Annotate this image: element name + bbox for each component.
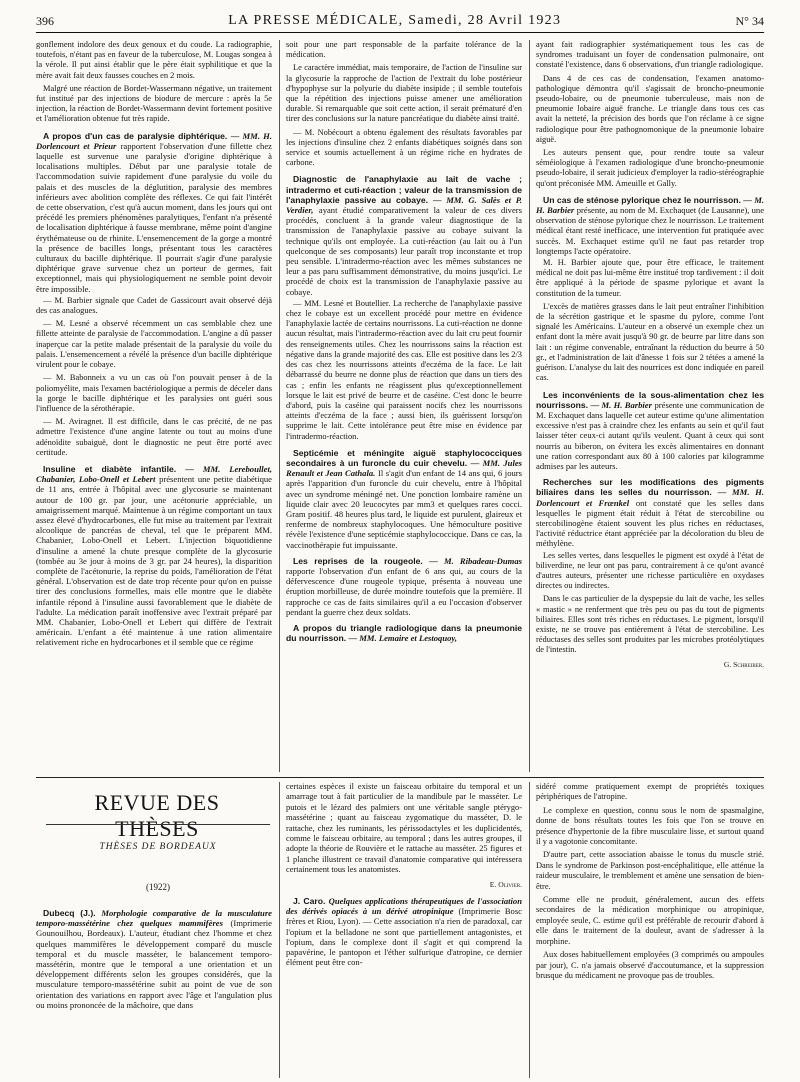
journal-title: LA PRESSE MÉDICALE, Samedi, 28 Avril 1923 xyxy=(228,13,562,28)
paragraph: — MM. Lesné et Boutellier. La recherche de l'anaphylaxie passive chez le cobaye est un excellent procédé pour mettre en évidence l'anaphylaxie lactée de certains nourrissons. La cuti-réaction ne donne aucun résultat, mais l'intradermo-réaction avec du lait cru peut fournir des renseignements utiles. Chez les nourrissons sains la réaction est négative dans la grande majorité des cas. Elle est positive dans les 2/3 des cas chez les nourrissons atteints d'eczéma de la face. Le lait débarrassé du beurre ne donne plus de réaction que dans un tiers des cas ; enfin les enfants ne réagissent plus qu'exceptionnellement lorsque le lait est privé de beurre et de caséine. C'est donc le beurre d'abord, puis la caséine qui paraissent nocifs chez les nourrissons atteints d'eczéma de la face ; aussi bien, ils guérissent lorsqu'on supprime le lait. Cette intolérance peut être mise en évidence par l'intradermo-réaction. xyxy=(286,298,522,441)
communication xyxy=(36,464,272,648)
section-divider xyxy=(36,777,764,778)
communication-title: Septicémie et méningite aiguë staphylococciques secondaires à un furoncle du cuir chevelu. xyxy=(286,447,522,468)
lower-column-1 xyxy=(36,902,272,1078)
paragraph: ayant fait radiographier systématiquement tous les cas de syndromes traduisant un foyer de condensation pulmonaire, ont constaté l'existence, dans 6 observations, d'un triangle radiologique. xyxy=(536,40,764,70)
communication-authors: — MM. H. Dorlencourt et Frænkel xyxy=(536,487,764,508)
communication xyxy=(286,623,522,643)
communication-title: Insuline et diabète infantile. xyxy=(43,463,177,474)
page-header xyxy=(36,10,764,33)
signature: G. Schreiber. xyxy=(723,659,764,669)
communication-text: (Imprimerie Bosc frères et Riou, Lyon). — Cette association n'a rien de paradoxal, car l'opium et la belladone ne sont que partiellement antagonistes, et l'opium, dans le complexe dont il s'agit et qui comprend la papavérine, le pantopon et l'éther sulfurique d'atropine, ce dernier élément peut être con- xyxy=(286,906,522,968)
paragraph: Malgré une réaction de Bordet-Wassermann négative, un traitement fut institué par des injections de biodure de mercure : après la 5e injection, la réaction de Bordet-Wassermann devint fortement positive et l'amélioration obtenue fut très rapide. xyxy=(36,83,272,124)
communication-authors: — MM. H. Dorlencourt et Prieur xyxy=(36,130,272,151)
communication-text: présente une communication de M. Exchaquet dans laquelle cet auteur estime qu'une alimentation excessive n'est pas à craindre chez les enfants au sein et qu'il faut laisser téter ceux-ci autant qu'ils veulent. Quant à ceux qui sont nourris au biberon, on évitera les excès alimentaires en donnant une ration correspondant aux 80 à 100 calories par kilogramme admises par les auteurs. xyxy=(536,399,764,471)
paragraph: — M. Aviragnet. Il est difficile, dans le cas précité, de ne pas admettre l'existence d'une angine latente ou tout au moins d'une adénoïdite subaiguë, dont le diagnostic ne peut être porté avec certitude. xyxy=(36,417,272,457)
communication-authors: — MM. Jules Renault et Jean Cathala. xyxy=(286,457,522,479)
paragraph: Les selles vertes, dans lesquelles le pigment est oxydé à l'état de biliverdine, ne leur ont pas paru, contrairement à ce qu'ont avancé d'autres auteurs, présenter une richesse particulière en oxydases directes ou indirectes. xyxy=(536,550,764,591)
paragraph: Dans le cas particulier de la dyspepsie du lait de vache, les selles « mastic » ne renferment que très peu ou pas du tout de pigments biliaires. Elles sont très riches en réductases. Le pigment, lorsqu'il existe, ne se trouve pas entièrement à l'état de stercobiline. Les réductases des selles sont produites par les microbes protéolytiques de l'intestin. xyxy=(536,594,764,655)
communication-text: ayant étudié comparativement la valeur de ces divers procédés, concluent à la grande valeur diagnostique de la transmission de l'anaphylaxie passive au cobaye suivant la technique qu'ils ont employée. La cuti-réaction (au lait ou à l'un quelconque de ses composants) leur paraît trop inconstante et trop peu sensible. L'intradermo-réaction avec les mêmes substances ne leur a pas paru suffisamment démonstrative, du moins jusqu'ici. Le procédé de choix est la transmission de l'anaphylaxie passive au cobaye. xyxy=(286,205,522,297)
paragraph: — M. Babonneix a vu un cas où l'on pouvait penser à de la poliomyélite, mais l'examen bactériologique a permis de déceler dans la gorge le bacille diphtérique et les paralysies ont guéri sous l'influence de la sérothérapie. xyxy=(36,373,272,413)
communication xyxy=(286,448,522,550)
communication-title: Les inconvénients de la sous-alimentation chez les nourrissons. xyxy=(536,389,764,410)
paragraph: sidéré comme pratiquement exempt de propriétés toxiques périphériques de l'atropine. xyxy=(536,782,764,802)
communication-authors: Quelques applications thérapeutiques de l'association des dérivés opiacés à un dérivé atropinique xyxy=(286,896,522,917)
communication-title: A propos du triangle radiologique dans la pneumonie du nourrisson. xyxy=(286,622,522,644)
signature: E. Olivier. xyxy=(489,879,522,889)
paragraph: certaines espèces il existe un faisceau orbitaire du temporal et un amarrage tout à fait particulier de la mandibule par le masséter. Le putois et le lézard des palmiers ont une véritable sangle ptérygo-massétérine ; quant au faisceau zygomatique du masséter, D. le rattache, chez les ruminants, les périssodactyles et les duplicidentés, comme le faisceau orbitaire, au temporal ; dans les autres groupes, il adopte la théorie de Rouvière et le rattache au masséter. 25 figures et 1 planche illustrent ce travail d'anatomie comparative qui intéressera certainement tous les anatomistes. xyxy=(286,782,522,875)
lower-column-2 xyxy=(286,782,522,1078)
communication-authors: — MM. G. Salès et P. Verdier, xyxy=(286,194,522,216)
paragraph: L'excès de matières grasses dans le lait peut entraîner l'inhibition de la sécrétion gastrique et le spasme du pylore, comme l'ont signalé les Américains. L'auteur en a observé un exemple chez un enfant dont la mère avait jusqu'à 90 gr. de beurre par litre dans son lait : un régime convenable, entraînant la réduction du beurre à 50 gr., et l'administration de lait d'ânesse 1 fois sur 2 tétées a amené la guérison. L'analyse du lait des nourrices est donc indiquée en pareil cas. xyxy=(536,301,764,383)
column-divider xyxy=(529,782,530,1078)
upper-column-2 xyxy=(286,40,522,772)
communication-text: rapporte l'observation d'un enfant de 6 ans qui, au cours de la défervescence d'une rougeole typique, présenta à nouveau une éruption morbilleuse, de durée moindre toutefois que la première. Il rapproche ce cas de faits similaires qu'il a eu l'occasion d'observer pendant la guerre chez deux soldats. xyxy=(286,565,522,617)
paragraph: gonflement indolore des deux genoux et du coude. La radiographie, toutefois, n'étant pas en faveur de la tuberculose, M. Lougas songea à la vérole. Il put ainsi établir que le père était syphilitique et que la mère avait fait deux fausses couches en 2 mois. xyxy=(36,40,272,80)
communication-authors: Morphologie comparative de la musculature temporo-massétérine chez quelques mammifères xyxy=(36,908,272,929)
paragraph: Le caractère immédiat, mais temporaire, de l'action de l'insuline sur la glycosurie la rapproche de l'action de l'extrait du lobe postérieur d'hypophyse sur la polyurie du diabète insipide ; il semble toutefois que la répétition des injections puisse amener une amélioration durable. Si remarquable que soit cette action, il serait prématuré d'en tirer des conclusions sur la nature pancréatique du diabète ainsi traité. xyxy=(286,63,522,124)
communication xyxy=(536,195,764,256)
communication-text: rapportent l'observation d'une fillette chez laquelle est survenue une paralysie d'origine diphtérique à localisations multiples. Début par une paralysie totale de l'accommodation suivie rapidement d'une paralysie du voile du palais et des muscles de la déglutition, paralysie des membres inférieurs avec abolition complète des réflexes. Ce qui fait l'intérêt de cette observation, c'est qu'à aucun moment, dans les jours qui ont précédé les premiers phénomènes paralytiques, l'enfant n'a présenté de localisation diphtérique à fausse membrane, même point d'angine érythémateuse ou de rhinite. L'ensemencement de la gorge a montré la présence de bacilles longs, présentant tous les caractères culturaux du bacille diphtérique. Il pourrait s'agir d'une paralysie diphtérique grave survenue chez un porteur de germes, fait exceptionnel, mais qui physiologiquement ne semble point devoir être impossible. xyxy=(36,140,272,294)
communication-title: Les reprises de la rougeole. xyxy=(293,555,423,566)
lower-column-3 xyxy=(536,782,764,1078)
communication-authors: — M. H. Barbier xyxy=(536,194,764,216)
communication-text: présentent une petite diabétique de 11 ans, entrée à l'hôpital avec une glycosurie se maintenant autour de 100 gr. par jour, une acétonurie appréciable, un amaigrissement marqué. Maintenue à un régime comportant un taux assez élevé d'hydrocarbones, elle fut mise au traitement par l'extrait alcoolique de pancréas de cheval, tel que le préparent MM. Chabanier, Lobo-Onell et Lebert. L'injection biquotidienne d'insuline a amené la chute presque complète de la glycosurie (tombée au 3e jour à moins de 3 gr. par 24 heures), la disparition complète de l'acétonurie, la reprise du poids, l'amélioration de l'état général. L'observation est de date trop récente pour qu'on en puisse tirer des conclusions formelles, mais elle montre que le diabète infantile répond à l'insuline aussi favorablement que le diabète de l'adulte. La médication paraît inoffensive avec l'extrait préparé par MM. Chabanier, Lobo-Onell et Lebert qui diffère de l'extrait américain. L'enfant a été maintenue à une ration alimentaire relativement riche en hydrocarbones et il semble que ce régime xyxy=(36,474,272,648)
paragraph: — M. Lesné a observé récemment un cas semblable chez une fillette atteinte de paralysie de l'accommodation. L'angine a dû passer inaperçue car la petite malade présentait de la paralysie du voile du palais. L'ensemencement a révélé la présence d'un bacille diphtérique virulent pour le cobaye. xyxy=(36,319,272,370)
communication xyxy=(286,556,522,617)
upper-column-3 xyxy=(536,40,764,772)
communication-authors: — M. Ribadeau-Dumas xyxy=(429,555,522,566)
communication-authors: — M. H. Barbier xyxy=(590,399,652,410)
paragraph: Le complexe en question, connu sous le nom de spasmalgine, donne de bons résultats toutes les fois que l'on se trouve en présence d'hypertonie de la fibre musculaire lisse, et surtout quand il y a vagotonie concomitante. xyxy=(536,805,764,847)
communication-authors: — MM. Lereboullet, Chabanier, Lobo-Onell et Lebert xyxy=(36,463,272,485)
communication-title: J. Caro. xyxy=(293,896,326,907)
communication xyxy=(536,477,764,548)
column-divider xyxy=(279,40,280,772)
communication xyxy=(286,174,522,296)
communication-authors: — MM. Lemaire et Lestoquoy, xyxy=(348,633,458,644)
communication xyxy=(536,390,764,472)
communication-title: Recherches sur les modifications des pigments biliaires dans les selles du nourrisson. xyxy=(536,477,764,498)
paragraph: D'autre part, cette association abaisse le tonus du muscle strié. Dans le syndrome de Parkinson post-encéphalitique, elle atténue la raideur musculaire, le tremblement et amène une sensation de bien-être. xyxy=(536,850,764,891)
title-rule xyxy=(46,824,270,825)
communication-title: Diagnostic de l'anaphylaxie au lait de vache ; intradermo et cuti-réaction ; valeur de la transmission de l'anaphylaxie passive au cobaye. xyxy=(286,174,522,205)
communication-title: Dubecq (J.). xyxy=(43,908,96,918)
subsection-title: THÈSES DE BORDEAUX xyxy=(99,842,217,852)
column-divider xyxy=(529,40,530,772)
communication-title: A propos d'un cas de paralysie diphtérique. xyxy=(43,130,228,141)
communication xyxy=(286,896,522,967)
paragraph: Comme elle ne produit, généralement, aucun des effets secondaires de la médication morphinique ou atropinique, employée seule, C. estime qu'il est préférable de recourir d'abord à elle dans le traitement de la douleur, avant de s'adresser à la morphine. xyxy=(536,895,764,946)
upper-column-1 xyxy=(36,40,272,772)
paragraph: M. H. Barbier ajoute que, pour être efficace, le traitement médical ne doit pas lui-même être institué trop tardivement : il doit être appliqué à la période de spasme pylorique et avant la constitution de la tumeur. xyxy=(536,258,764,298)
year-label: (1922) xyxy=(146,882,170,892)
paragraph: Les auteurs pensent que, pour rendre toute sa valeur séméiologique à l'examen radiologique d'une broncho-pneumonie pseudo-lobaire, il serait judicieux d'employer la radio-stéréographie qu'ont préconisée MM. Ameuille et Gally. xyxy=(536,148,764,188)
paragraph: — M. Nobécourt a obtenu également des résultats favorables par les injections d'insuline chez 2 enfants diabétiques soignés dans son service et soumis actuellement à un régime riche en hydrates de carbone. xyxy=(286,127,522,168)
communication-text: ont constaté que les selles dans lesquelles le pigment était réduit à l'état de stercobiline ou stercobilinogène étaient souvent les plus riches en réductases, l'activité réductrice étant appréciée par la décoloration du bleu de méthylène. xyxy=(536,497,764,549)
communication-text: présente, au nom de M. Exchaquet (de Lausanne), une observation de sténose pylorique chez le nourrisson. Le traitement médical étant resté inefficace, une intervention fut pratiquée avec succès. M. Exchaquet estime qu'il ne faut pas retarder trop longtemps l'acte opératoire. xyxy=(536,205,764,256)
paragraph: Aux doses habituellement employées (3 comprimés ou ampoules par jour), C. n'a jamais observé d'accoutumance, et la suppression brusque du médicament ne provoque pas de troubles. xyxy=(536,950,764,980)
paragraph: soit pour une part responsable de la parfaite tolérance de la médication. xyxy=(286,40,522,60)
section-title: REVUE DES THÈSES xyxy=(94,790,220,841)
communication xyxy=(36,908,272,1010)
paragraph: — M. Barbier signale que Cadet de Gassicourt avait observé déjà des cas analogues. xyxy=(36,295,272,316)
communication xyxy=(36,131,272,294)
communication-title: Un cas de sténose pylorique chez le nourrisson. xyxy=(543,194,741,205)
issue-number: N° 34 xyxy=(735,13,764,28)
page-number: 396 xyxy=(36,13,54,28)
communication-text: Il s'agit d'un enfant de 14 ans qui, 6 jours après l'apparition d'un furoncle du cuir chevelu, entre à l'hôpital avec un syndrome méningé net. Une ponction lombaire ramène un liquide clair avec 20 leucocytes par mm3 et quelques rares cocci. Gram positif. 48 heures plus tard, le liquide est purulent, glaireux et renferme de nombreux staphylocoques. Une hémoculture positive révèle l'existence d'une septicémie staphylococcique. Dans ce cas, la vaccinothérapie fut impuissante. xyxy=(286,468,522,550)
paragraph: Dans 4 de ces cas de condensation, l'examen anatomo-pathologique démontra qu'il s'agissait de broncho-pneumonie pseudo-lobaire, ou de pneumonie tuberculeuse, mais non de pneumonie lobaire aiguë franche. Le triangle dans tous ces cas avait la netteté, la précision des bords que l'on réclame à ce signe radiologique pour être pathognomonique de la pneumonie lobaire aiguë. xyxy=(536,73,764,144)
column-divider xyxy=(279,782,280,1078)
communication-text: (Imprimerie Gounouilhou, Bordeaux). L'auteur, étudiant chez l'homme et chez quelques mammifères le développement comparé du muscle temporal et du muscle masséter, le balancement temporo-massétérin, montre que le temporal a une orientation et un développement différents selon les groupes considérés, que la musculature temporo-massétérine subit au point de vue de son orientation des variations en rapport avec l'âge et l'angulation plus ou moins prononcée de la mâchoire, que dans xyxy=(36,918,272,1010)
